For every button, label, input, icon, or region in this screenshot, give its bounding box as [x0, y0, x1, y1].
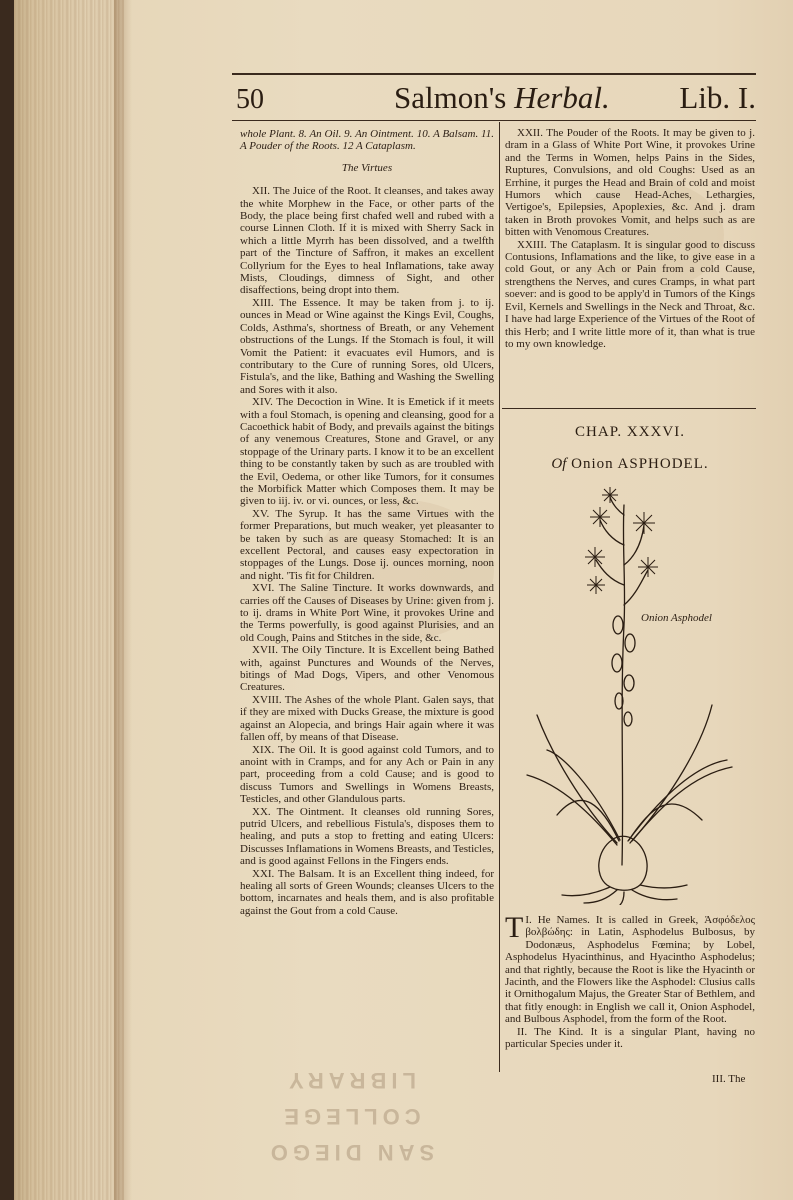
flower-bud — [624, 675, 634, 691]
column-separator — [499, 122, 500, 1072]
names-text: I. He Names. It is called in Greek, Ἀσφόδελος βολβώδης: in Latin, Asphodelus Bulbosus, by Dodonæus, Asphodelus Fœmina; by Lobel, Asphodelus Hyacinthinus, and Hyacintho Asphodelus; and that rightly, because the Root is like the Hyacinth or Jacinth, and the Flowers like the Asphodel: Clusius calls it Ornithogalum Majus, the Greater Star of Bethlem, and that fitly enough: in English we call it, Onion Asphodel, and Bulbous Asphodel, from the form of the Root. — [505, 914, 755, 1026]
illustration-label: Onion Asphodel — [641, 612, 712, 624]
paragraph-xii: XII. The Juice of the Root. It cleanses, and takes away the white Morphew in the Face, or other parts of the Body, the place being first chafed well and rubed with a course Linnen Cloth. If it is mixed with Sherry Sack in which a little Myrrh has been dissolved, and a twelfth part of the Tincture of Saffron, it makes an excellent Collyrium for the Eyes to heal Inflamations, take away Mists, Cloudings, dimness of Sight, and other disaffections, being dropt into them. — [240, 185, 494, 297]
plant-root — [620, 892, 624, 905]
paragraph-xxiii: XXIII. The Cataplasm. It is singular good to discuss Contusions, Inflamations and the like, to give ease in a cold Gout, or any Ach or Pain from a cold Cause, strengthens the Nerves, and cures Cramps, in what part soever: and is good to be apply'd in Tumors of the Kings Evil, Kernels and Swellings in the Neck and Throat, &c. I have had large Experience of the Virtues of the Root of this Herb; and I write little more of it, than what is true to my own knowledge. — [505, 238, 755, 350]
virtues-heading: The Virtues — [341, 161, 393, 174]
stamp-line: COLLEGE — [279, 1104, 421, 1129]
plant-root — [562, 887, 610, 896]
stamp-line: SAN DIEGO — [265, 1140, 435, 1165]
intro-list: whole Plant. 8. An Oil. 9. An Ointment. 10. A Balsam. 11. A Pouder of the Roots. 12 A Cataplasm. — [240, 128, 494, 153]
flower-stem — [610, 497, 624, 515]
plant-root — [632, 890, 677, 900]
stamp-line: LIBRARY — [284, 1068, 416, 1093]
left-column — [240, 128, 494, 917]
plant-root — [584, 890, 617, 903]
catchword: III. The — [712, 1073, 746, 1085]
page-number: 50 — [236, 84, 264, 115]
onion-asphodel-illustration — [522, 485, 742, 905]
kind-paragraph: II. The Kind. It is a singular Plant, having no particular Species under it. — [505, 1025, 755, 1051]
flower-stem — [624, 525, 644, 565]
title-italic: Herbal. — [514, 80, 610, 115]
star-flower — [590, 507, 610, 527]
star-flower — [585, 547, 605, 567]
paragraph-xx: XX. The Ointment. It cleanses old running Sores, putrid Ulcers, and rebellious Fistula's, disposes them to healing, and puts a stop to fretting and eating Ulcers: Discusses Inflamations in Womens Breasts, and Testicles, and is good against Fellons in the Fingers ends. — [240, 805, 494, 868]
header-top-rule — [232, 73, 756, 75]
library-perforation-stamp — [250, 1070, 450, 1170]
paragraph-xiii: XIII. The Essence. It may be taken from j. to ij. ounces in Mead or Wine against the Kings Evil, Coughs, Colds, Asthma's, shortness of Breath, or any Vehement obstructions of the Lungs. If the Stomach is foul, it will Vomit the Patient: it evacuates evil Humors, and is contributary to the Cure of running Sores, old Ulcers, Fistula's, and the like, Bathing and Washing the Swelling and Sores with it also. — [240, 296, 494, 396]
chapter-subtitle-name: Onion ASPHODEL. — [571, 456, 709, 472]
star-flower — [633, 512, 655, 534]
names-section — [505, 911, 755, 1051]
paragraph-xvi: XVI. The Saline Tincture. It works downwards, and carries off the Causes of Diseases by Urine: given from j. to ij. drams in White Port Wine, it provokes Urine and the Terms powerfully, is good against Plurisies, and an old Cough, Pains and Stitches in the side, &c. — [240, 582, 494, 644]
paragraph-xiv: XIV. The Decoction in Wine. It is Emetick if it meets with a foul Stomach, is opening and cleansing, good for a Cacoethick habit of Body, and prevails against the bitings of any venemous Creatures, Stone and Gravel, or any stoppage of the Urinary parts. I know it to be an excellent thing to be constantly taken by such as are troubled with the Evil, Oedema, or other like Tumors, for it consumes the Morbifick Matter which Composes them. It may be given to iij. iv. or vi. ounces, or less, &c. — [240, 396, 494, 508]
flower-stem — [600, 520, 624, 545]
right-column — [505, 127, 755, 350]
flower-bud — [612, 654, 622, 672]
running-header — [232, 78, 756, 120]
plant-leaf — [537, 715, 617, 843]
paragraph-xxi: XXI. The Balsam. It is an Excellent thing indeed, for healing all sorts of Green Wounds; cleanses Ulcers to the bottom, incarnates and heals them, and is also profitable against the Gout from a cold Cause. — [240, 867, 494, 917]
gutter-shadow — [114, 0, 132, 1200]
chapter-subtitle-of: Of — [551, 456, 567, 472]
star-flower — [587, 576, 605, 594]
chapter-title: CHAP. XXXVI. — [575, 424, 685, 440]
paragraph-xix: XIX. The Oil. It is good against cold Tumors, and to anoint with in Cramps, and for any Ach or Pain in any part, proceeding from a cold Cause; and is good to discuss Tumors and Swellings in Womens Breasts, Testicles, and other Glandulous parts. — [240, 743, 494, 806]
star-flower — [602, 487, 618, 503]
star-flower — [638, 557, 658, 577]
flower-bud — [624, 712, 632, 726]
paragraph-xxii: XXII. The Pouder of the Roots. It may be given to j. dram in a Glass of White Port Wine, it provokes Urine and the Terms in Women, helps Pains in the Sides, Ruptures, Convulsions, and old Coughs: Used as an Errhine, it purges the Head and Brain of cold and moist Humors which cause Head-Aches, Lethargies, Vertigoe's, Epilepsies, Apoplexies, &c. And j. dram taken in Broth provokes Vomit, and helps such as are bitten with Venomous Creatures. — [505, 127, 755, 239]
title-roman: Salmon's — [394, 80, 507, 115]
plant-root — [640, 885, 687, 888]
paragraph-xv: XV. The Syrup. It has the same Virtues with the former Preparations, but much weaker, yet pleasanter to be taken by such as are queasy Stomached: It is an excellent Pectoral, and causes easy expectoration in stoppages of the Lungs. Dose ij. ounces morning, noon and night. 'Tis fit for Children. — [240, 507, 494, 582]
paragraph-xvii: XVII. The Oily Tincture. It is Excellent being Bathed with, against Punctures and Wounds of the Nerves, bitings of Mad Dogs, Vipers, and other Venomous Creatures. — [240, 644, 494, 694]
header-bottom-rule — [232, 120, 756, 121]
flower-stem — [624, 570, 648, 605]
running-title — [394, 80, 610, 116]
paragraph-xviii: XVIII. The Ashes of the whole Plant. Galen says, that if they are mixed with Ducks Grease, the mixture is good against an Alopecia, and brings Hair again where it was fallen off, by means of that Disease. — [240, 693, 494, 744]
flower-bud — [625, 634, 635, 652]
chapter-subtitle — [505, 456, 755, 473]
plant-leaf — [629, 804, 702, 840]
book-number: Lib. I. — [679, 80, 756, 115]
drop-cap: T — [505, 911, 524, 944]
names-paragraph — [505, 911, 755, 1026]
flower-bud — [613, 616, 623, 634]
page-gutter — [14, 0, 124, 1200]
plant-leaf — [547, 750, 620, 840]
chapter-separator-rule — [502, 408, 756, 409]
